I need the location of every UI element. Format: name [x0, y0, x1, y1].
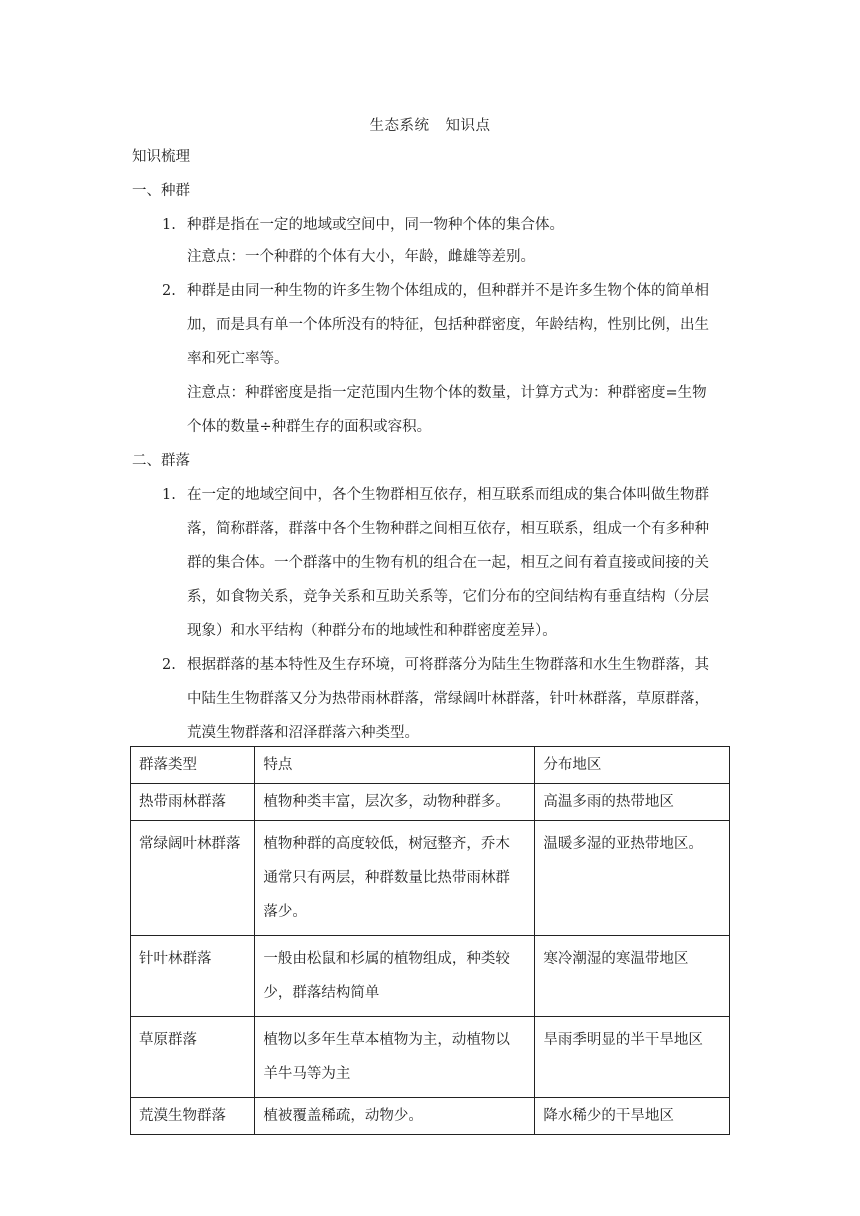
table-cell-type: 常绿阔叶林群落 — [131, 821, 255, 936]
feature-line: 一般由松鼠和杉属的植物组成，种类较 — [263, 951, 510, 967]
paragraph-line: 群的集合体。一个群落中的生物有机的组合在一起，相互之间有着直接或间接的关 — [187, 555, 709, 571]
table-cell-region: 温暖多湿的亚热带地区。 — [535, 821, 730, 936]
table-cell-region: 高温多雨的热带地区 — [535, 784, 730, 821]
community-table — [130, 746, 730, 1135]
table-cell-type: 热带雨林群落 — [131, 784, 255, 821]
feature-line: 少，群落结构简单 — [263, 985, 380, 1001]
table-cell-feature — [255, 821, 535, 936]
title-sub: 知识点 — [445, 118, 491, 134]
list-number: 1. — [162, 487, 176, 503]
table-row — [131, 821, 730, 936]
table-cell-type: 针叶林群落 — [131, 936, 255, 1017]
table-row — [131, 784, 730, 821]
section-title-community: 二、群落 — [132, 453, 190, 469]
table-header-cell: 群落类型 — [131, 747, 255, 784]
page-title — [0, 114, 860, 135]
table-row — [131, 1098, 730, 1135]
feature-line: 植物种群的高度较低，树冠整齐，乔木 — [263, 836, 510, 852]
table-cell-feature — [255, 1017, 535, 1098]
list-number: 1. — [162, 217, 176, 233]
note-line: 注意点：种群密度是指一定范围内生物个体的数量，计算方式为：种群密度=生物 — [187, 385, 707, 401]
table-header-cell: 分布地区 — [535, 747, 730, 784]
table-row — [131, 936, 730, 1017]
paragraph-line: 根据群落的基本特性及生存环境，可将群落分为陆生生物群落和水生生物群落，其 — [187, 657, 709, 673]
list-number: 2. — [162, 657, 176, 673]
paragraph-line: 率和死亡率等。 — [187, 351, 289, 367]
table-cell-type: 草原群落 — [131, 1017, 255, 1098]
table-cell-feature: 植被覆盖稀疏，动物少。 — [255, 1098, 535, 1135]
table-cell-type: 荒漠生物群落 — [131, 1098, 255, 1135]
paragraph-line: 在一定的地域空间中，各个生物群相互依存，相互联系而组成的集合体叫做生物群 — [187, 487, 709, 503]
table-cell-feature — [255, 936, 535, 1017]
list-number: 2. — [162, 283, 176, 299]
paragraph-line: 落，简称群落，群落中各个生物种群之间相互依存，相互联系，组成一个有多种种 — [187, 521, 709, 537]
paragraph-line: 加，而是具有单一个体所没有的特征，包括种群密度，年龄结构，性别比例，出生 — [187, 317, 709, 333]
table-cell-region: 降水稀少的干旱地区 — [535, 1098, 730, 1135]
paragraph-line: 种群是指在一定的地域或空间中，同一物种个体的集合体。 — [187, 217, 564, 233]
table-cell-region: 旱雨季明显的半干旱地区 — [535, 1017, 730, 1098]
paragraph-line: 系，如食物关系，竞争关系和互助关系等，它们分布的空间结构有垂直结构（分层 — [187, 589, 709, 605]
title-main: 生态系统 — [369, 118, 430, 134]
note-line: 个体的数量÷种群生存的面积或容积。 — [187, 419, 432, 435]
table-header-cell: 特点 — [255, 747, 535, 784]
section-title-population: 一、种群 — [132, 183, 190, 199]
paragraph-line: 现象）和水平结构（种群分布的地域性和种群密度差异）。 — [187, 623, 557, 639]
table-row — [131, 1017, 730, 1098]
feature-line: 羊牛马等为主 — [263, 1066, 351, 1082]
table-cell-region: 寒冷潮湿的寒温带地区 — [535, 936, 730, 1017]
paragraph-line: 种群是由同一种生物的许多生物个体组成的，但种群并不是许多生物个体的简单相 — [187, 283, 709, 299]
feature-line: 落少。 — [263, 904, 307, 920]
paragraph-line: 荒漠生物群落和沼泽群落六种类型。 — [187, 725, 419, 741]
table-header-row — [131, 747, 730, 784]
paragraph-line: 中陆生生物群落又分为热带雨林群落，常绿阔叶林群落，针叶林群落，草原群落， — [187, 691, 709, 707]
feature-line: 植物以多年生草本植物为主，动植物以 — [263, 1032, 510, 1048]
table-cell-feature: 植物种类丰富，层次多，动物种群多。 — [255, 784, 535, 821]
feature-line: 通常只有两层，种群数量比热带雨林群 — [263, 870, 510, 886]
section-heading: 知识梳理 — [132, 149, 190, 165]
note-line: 注意点：一个种群的个体有大小，年龄，雌雄等差别。 — [187, 249, 535, 265]
